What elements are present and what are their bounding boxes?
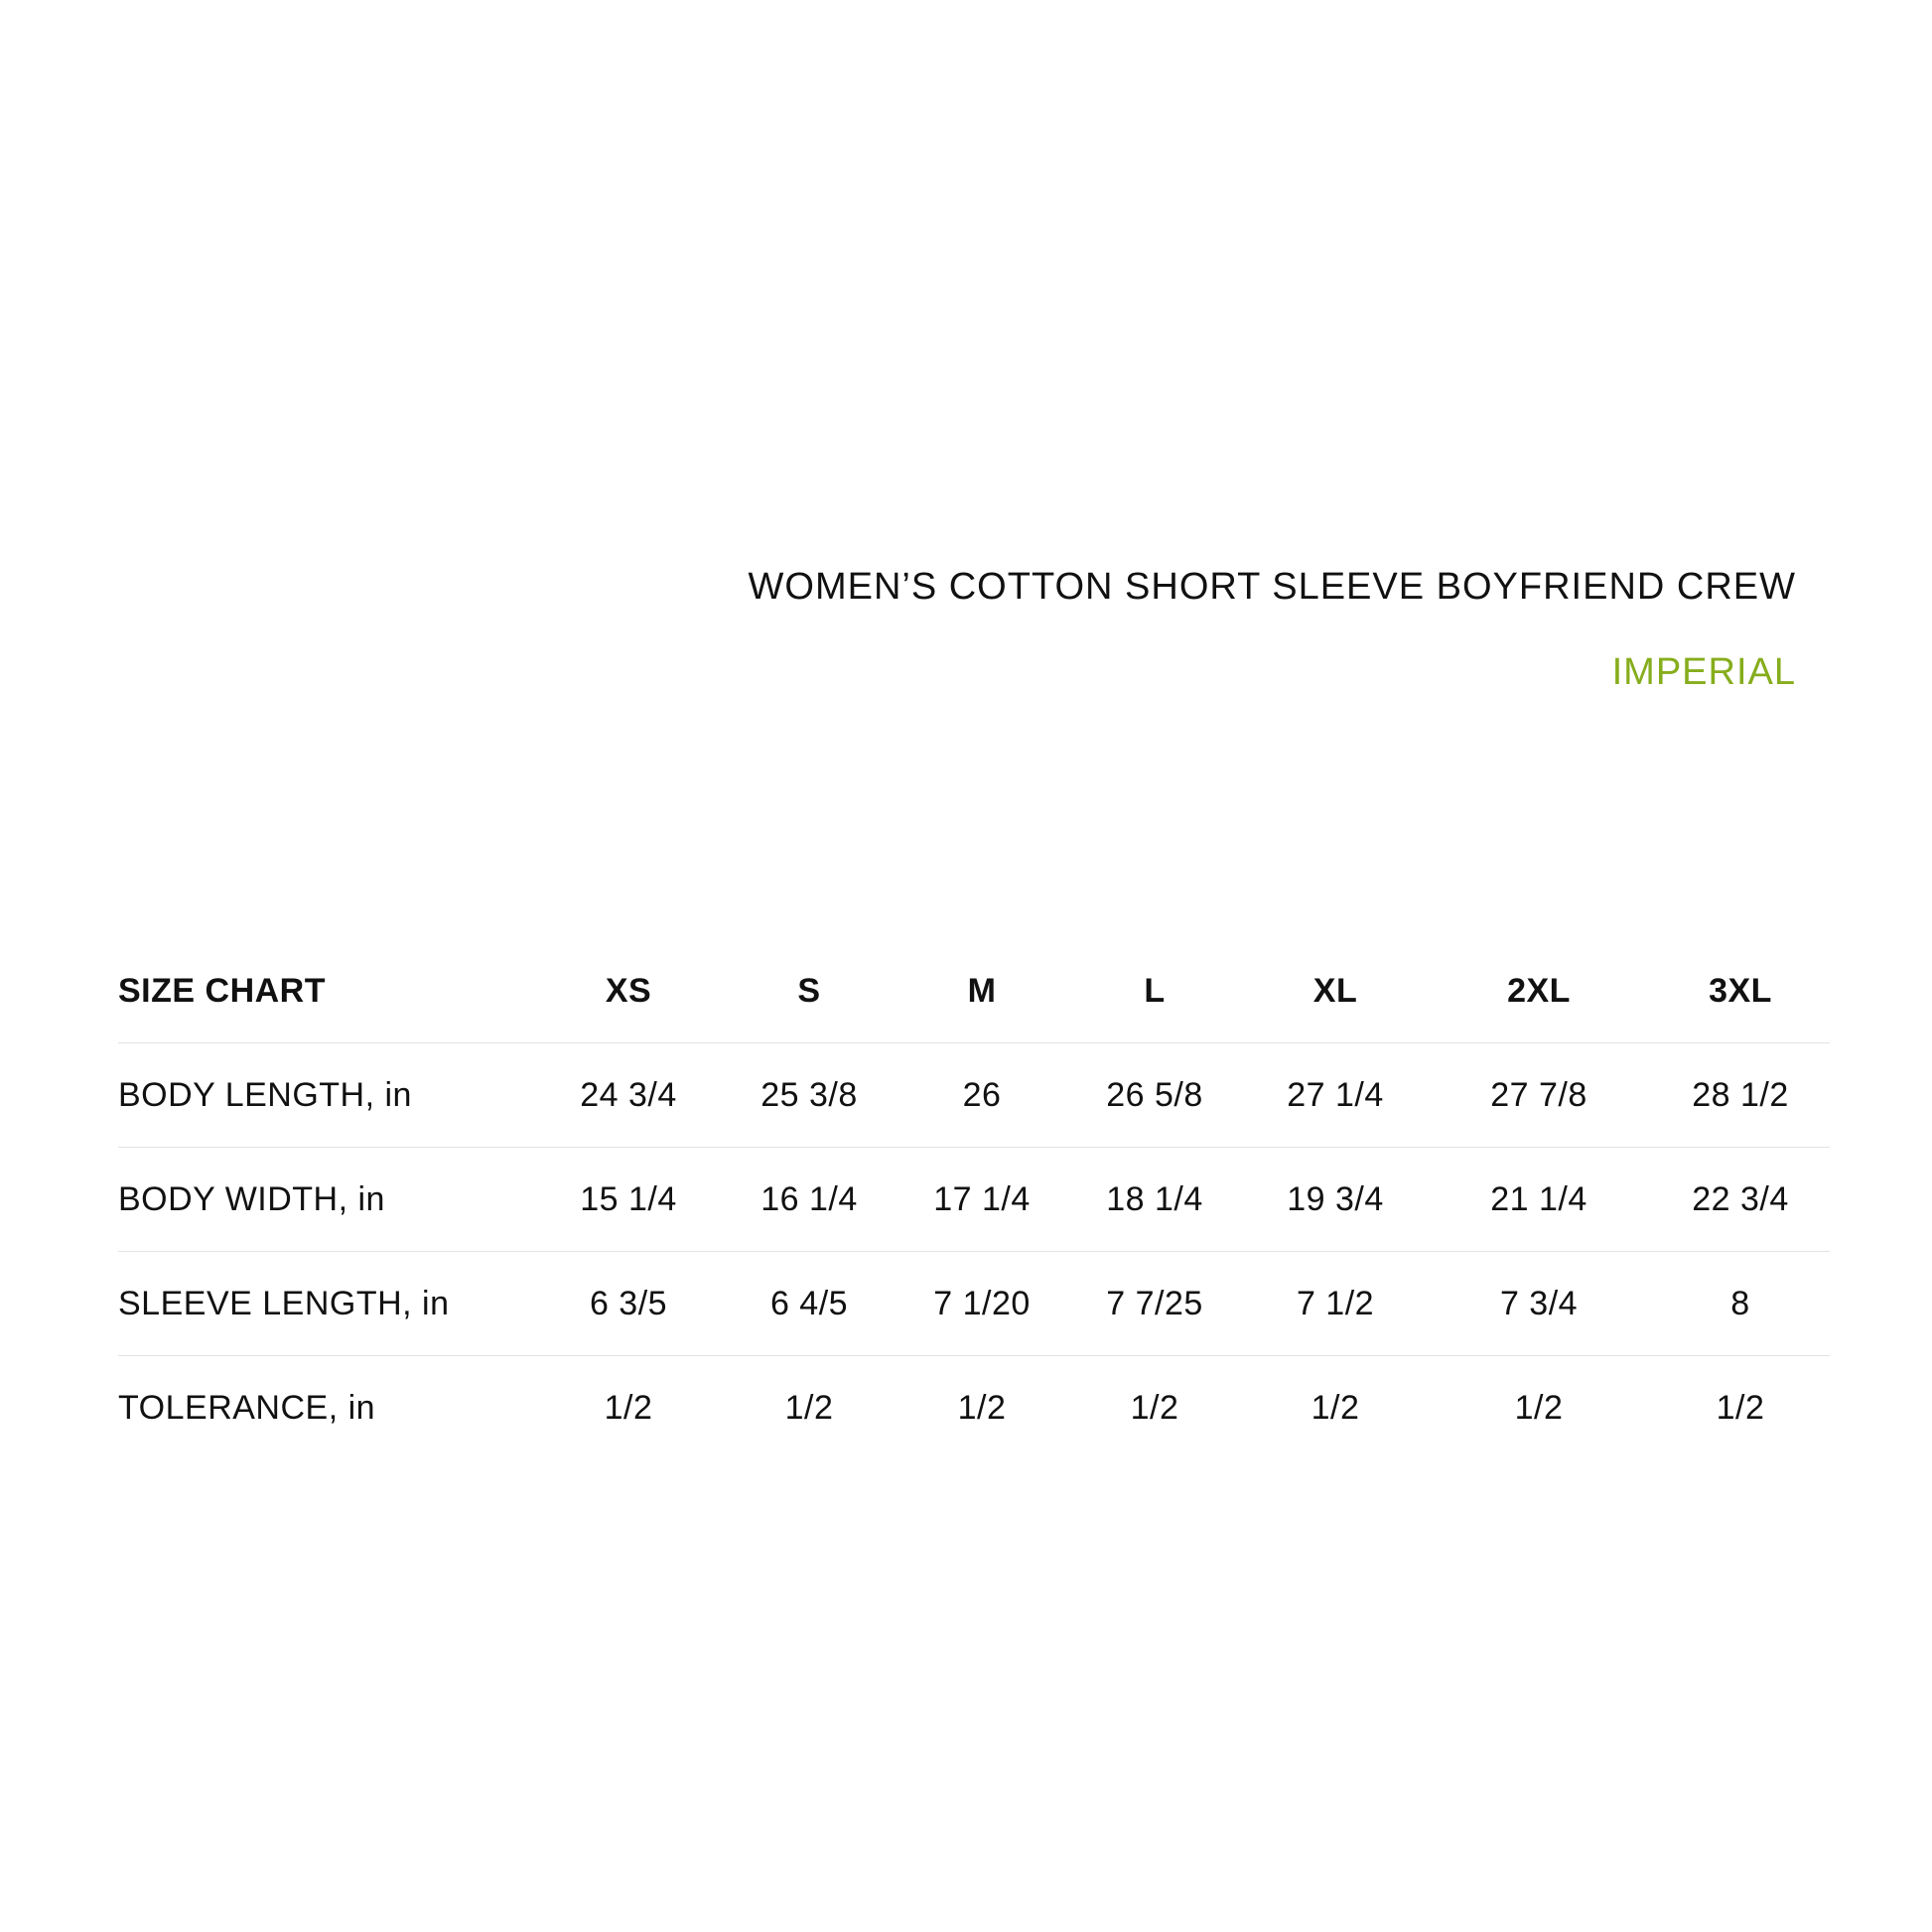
unit-system-label: IMPERIAL <box>1611 651 1796 693</box>
table-row <box>118 1252 1830 1356</box>
table-cell: 28 1/2 <box>1651 1043 1830 1148</box>
table-cell: 1/2 <box>537 1356 720 1460</box>
table-row <box>118 1356 1830 1460</box>
table-cell: 17 1/4 <box>898 1148 1065 1252</box>
size-header: 3XL <box>1709 971 1772 1010</box>
table-row <box>118 1043 1830 1148</box>
size-header: L <box>1144 971 1166 1010</box>
table-cell: 1/2 <box>1651 1356 1830 1460</box>
row-label: BODY LENGTH, in <box>118 1043 537 1148</box>
table-cell: 7 1/2 <box>1244 1252 1427 1356</box>
table-cell: 25 3/8 <box>720 1043 898 1148</box>
size-header: XL <box>1312 971 1358 1010</box>
size-chart-heading: SIZE CHART <box>118 971 326 1010</box>
table-cell: 8 <box>1651 1252 1830 1356</box>
table-cell: 7 3/4 <box>1427 1252 1651 1356</box>
table-cell: 16 1/4 <box>720 1148 898 1252</box>
table-cell: 19 3/4 <box>1244 1148 1427 1252</box>
row-label: SLEEVE LENGTH, in <box>118 1252 537 1356</box>
size-header: 2XL <box>1507 971 1571 1010</box>
size-header: S <box>797 971 821 1010</box>
table-row <box>118 1148 1830 1252</box>
table-cell: 26 <box>898 1043 1065 1148</box>
product-title: WOMEN’S COTTON SHORT SLEEVE BOYFRIEND CREW <box>748 566 1796 608</box>
table-cell: 21 1/4 <box>1427 1148 1651 1252</box>
table-cell: 1/2 <box>1244 1356 1427 1460</box>
table-cell: 7 7/25 <box>1065 1252 1244 1356</box>
table-cell: 6 3/5 <box>537 1252 720 1356</box>
table-cell: 1/2 <box>1427 1356 1651 1460</box>
row-label: TOLERANCE, in <box>118 1356 537 1460</box>
table-cell: 1/2 <box>720 1356 898 1460</box>
table-cell: 1/2 <box>1065 1356 1244 1460</box>
table-cell: 1/2 <box>898 1356 1065 1460</box>
table-cell: 27 7/8 <box>1427 1043 1651 1148</box>
table-cell: 15 1/4 <box>537 1148 720 1252</box>
size-header: M <box>967 971 997 1010</box>
row-label: BODY WIDTH, in <box>118 1148 537 1252</box>
table-cell: 26 5/8 <box>1065 1043 1244 1148</box>
size-header: XS <box>605 971 652 1010</box>
table-cell: 22 3/4 <box>1651 1148 1830 1252</box>
size-chart-table <box>118 939 1830 1459</box>
table-cell: 7 1/20 <box>898 1252 1065 1356</box>
table-cell: 6 4/5 <box>720 1252 898 1356</box>
table-cell: 27 1/4 <box>1244 1043 1427 1148</box>
table-cell: 18 1/4 <box>1065 1148 1244 1252</box>
table-cell: 24 3/4 <box>537 1043 720 1148</box>
size-header-row <box>118 939 1830 1043</box>
